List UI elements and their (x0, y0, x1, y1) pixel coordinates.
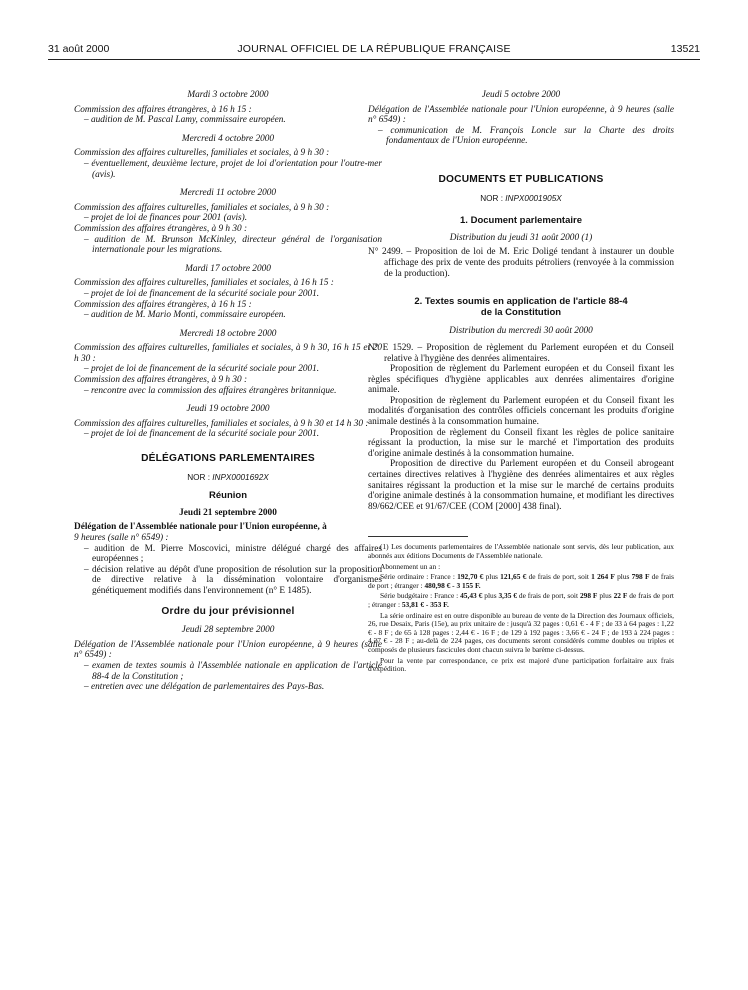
agenda-day: Jeudi 28 septembre 2000 (181, 625, 275, 636)
agenda-item: – examen de textes soumis à l'Assemblée nationale en application de l'article 88-4 de la Constitution ; (84, 660, 382, 682)
meeting-org: Commission des affaires culturelles, familiales et sociales, à 9 h 30, 16 h 15 et 20 h 30 : (74, 343, 382, 364)
section2-heading (368, 297, 674, 318)
reunion-date: Jeudi 21 septembre 2000 (179, 507, 277, 518)
nor-reference (368, 194, 674, 205)
section2-heading-line2: de la Constitution (480, 306, 562, 318)
meeting-item: – projet de loi de financement de la sécurité sociale pour 2001. (84, 288, 320, 299)
reunion-org-time: 9 heures (salle n° 6549) : (74, 533, 169, 543)
meeting-item: – audition de M. Pascal Lamy, commissaire européen. (84, 115, 286, 126)
meeting-org: Commission des affaires étrangères, à 9 h 30 : (74, 223, 248, 234)
left-column (74, 90, 382, 693)
nor-code: INPX0001692X (212, 472, 269, 482)
footnote-text: Pour la vente par correspondance, ce prix est majoré d'une participation forfaitaire aux frais d'expédition. (368, 655, 674, 674)
reunion-item: – audition de M. Pierre Moscovici, ministre délégué chargé des affaires européennes ; (84, 543, 382, 565)
reunion-org (74, 522, 382, 543)
right-column (368, 90, 674, 676)
nor-label: NOR : (480, 193, 503, 203)
meeting-day: Jeudi 19 octobre 2000 (186, 404, 270, 415)
meeting-day: Mercredi 4 octobre 2000 (181, 133, 275, 144)
section2-paragraph: Proposition de règlement du Parlement européen et du Conseil fixant les règles spécifiques d'hygiène applicables aux denrées alimentaires d'origine animale. (368, 364, 674, 396)
section1-heading: 1. Document parlementaire (460, 215, 582, 227)
section2-paragraph: Proposition de règlement du Conseil fixant les règles de police sanitaire régissant la production, la mise sur le marché et l'importation des produits d'origine animale destinés à la consommation humaine. (368, 427, 674, 459)
header-page-number: 13521 (670, 43, 700, 55)
meeting-day: Mercredi 11 octobre 2000 (179, 188, 277, 199)
meeting-org: Commission des affaires étrangères, à 16 h 15 : (74, 299, 252, 310)
meeting-block (74, 188, 382, 256)
meeting-block (74, 329, 382, 397)
meeting-day: Mardi 17 octobre 2000 (185, 263, 271, 274)
meeting-block (74, 90, 382, 126)
agenda-org: Délégation de l'Assemblée nationale pour l'Union européenne, à 9 heures (salle n° 6549) : (74, 639, 382, 661)
meeting-item: – audition de M. Mario Monti, commissaire européen. (84, 310, 286, 321)
footnote-price-ordinary: Série ordinaire : France : 192,70 € plus 121,65 € de frais de port, soit 1 264 F plus 798 F de frais de port ; étranger : 480,98 € - 3 155 F. (368, 572, 674, 590)
footnote-text: (1) Les documents parlementaires de l'Assemblée nationale sont servis, dès leur publication, aux abonnés aux éditions Documents de l'Assemblée nationale. (368, 542, 674, 560)
meeting-block (368, 90, 674, 147)
footnote-text: Abonnement un an : (380, 561, 441, 571)
meeting-item: – communication de M. François Loncle sur la Charte des droits fondamentaux de l'Union européenne. (378, 125, 674, 147)
footnote-text: La série ordinaire est en outre disponible au bureau de vente de la Direction des Journaux officiels, 26, rue Desaix, Paris (15e), au prix unitaire de : jusqu'à 32 pages : 0,61 € - 4 F ; de 33 à 64 pages : 1,22 € - 8 F ; de 65 à 128 pages : 2,44 € - 16 F ; de 129 à 192 pages : 3,66 € - 24 F ; de 193 à 224 pages : 4,27 € - 28 F ; au-delà de 224 pages, ces documents seront considérés comme doubles ou triples et composés de plusieurs fascicules dont chacun suivra le barème ci-dessus. (368, 610, 674, 654)
section2-paragraph: Proposition de directive du Parlement européen et du Conseil abrogeant certaines directives relatives à l'hygiène des denrées alimentaires et aux règles sanitaires régissant la production et la mise sur le marché de certains produits d'origine animale destinés à la consommation humaine, et modifiant les directives 89/662/CEE et 91/67/CEE (COM [2000] 438 final). (368, 459, 674, 512)
meeting-org: Commission des affaires étrangères, à 16 h 15 : (74, 104, 252, 115)
meeting-org: Commission des affaires culturelles, familiales et sociales, à 9 h 30 et 14 h 30 : (74, 418, 369, 429)
section1-entry: N° 2499. – Proposition de loi de M. Eric Doligé tendant à instaurer un double affichage des prix de vente des produits pétroliers (renvoyée à la commission de la production). (368, 247, 674, 279)
meeting-org: Commission des affaires culturelles, familiales et sociales, à 9 h 30 : (74, 202, 330, 213)
agenda-heading: Ordre du jour prévisionnel (161, 605, 295, 617)
meeting-item: – projet de loi de finances pour 2001 (avis). (84, 213, 248, 224)
page-header (48, 43, 700, 60)
meeting-item: – projet de loi de financement de la sécurité sociale pour 2001. (84, 429, 320, 440)
meeting-org: Délégation de l'Assemblée nationale pour l'Union européenne, à 9 heures (salle n° 6549) : (368, 104, 674, 126)
meeting-block (74, 404, 382, 440)
reunion-heading: Réunion (209, 490, 247, 502)
meeting-item: – audition de M. Brunson McKinley, directeur général de l'organisation internationale pour les migrations. (84, 234, 382, 256)
meeting-day: Mercredi 18 octobre 2000 (179, 328, 277, 339)
section2-paragraph: Proposition de règlement du Parlement européen et du Conseil fixant les modalités d'organisation des contrôles officiels concernant les produits d'origine animale destinés à la consommation humaine. (368, 395, 674, 428)
footnote-divider (368, 536, 468, 537)
meeting-day: Jeudi 5 octobre 2000 (481, 90, 561, 100)
delegations-heading: DÉLÉGATIONS PARLEMENTAIRES (141, 453, 315, 465)
header-journal-title: JOURNAL OFFICIEL DE LA RÉPUBLIQUE FRANÇAISE (237, 43, 511, 55)
nor-reference (74, 473, 382, 484)
agenda-item: – entretien avec une délégation de parlementaires des Pays-Bas. (84, 682, 325, 693)
reunion-item: – décision relative au dépôt d'une proposition de résolution sur la proposition de directive relative à la dissémination volontaire d'organismes génétiquement modifiés dans l'environnement (n° E 1485). (84, 564, 382, 596)
documents-heading: DOCUMENTS ET PUBLICATIONS (438, 173, 604, 185)
section2-entry: N° E 1529. – Proposition de règlement du Parlement européen et du Conseil relative à l'hygiène des denrées alimentaires. (368, 342, 674, 364)
section2-distribution: Distribution du mercredi 30 août 2000 (449, 326, 593, 337)
meeting-item: – projet de loi de financement de la sécurité sociale pour 2001. (84, 364, 320, 375)
nor-label: NOR : (187, 472, 210, 482)
nor-code: INPX0001905X (505, 193, 562, 203)
section2-heading-line1: 2. Textes soumis en application de l'article 88-4 (414, 296, 628, 308)
meeting-item: – éventuellement, deuxième lecture, projet de loi d'orientation pour l'outre-mer (avis). (84, 158, 382, 180)
header-date: 31 août 2000 (48, 43, 110, 55)
meeting-block (74, 134, 382, 180)
section1-distribution: Distribution du jeudi 31 août 2000 (1) (449, 232, 593, 243)
meeting-block (74, 264, 382, 321)
meeting-item: – rencontre avec la commission des affaires étrangères britannique. (84, 385, 337, 396)
footnote-price-budget: Série budgétaire : France : 45,43 € plus 3,35 € de frais de port, soit 298 F plus 22 F de frais de port ; étranger : 53,81 € - 353 F. (368, 591, 674, 609)
meeting-org: Commission des affaires culturelles, familiales et sociales, à 16 h 15 : (74, 278, 334, 289)
reunion-org-name: Délégation de l'Assemblée nationale pour l'Union européenne, à (74, 522, 327, 533)
meeting-org: Commission des affaires étrangères, à 9 h 30 : (74, 375, 248, 386)
meeting-day: Mardi 3 octobre 2000 (187, 90, 269, 100)
meeting-org: Commission des affaires culturelles, familiales et sociales, à 9 h 30 : (74, 148, 330, 159)
